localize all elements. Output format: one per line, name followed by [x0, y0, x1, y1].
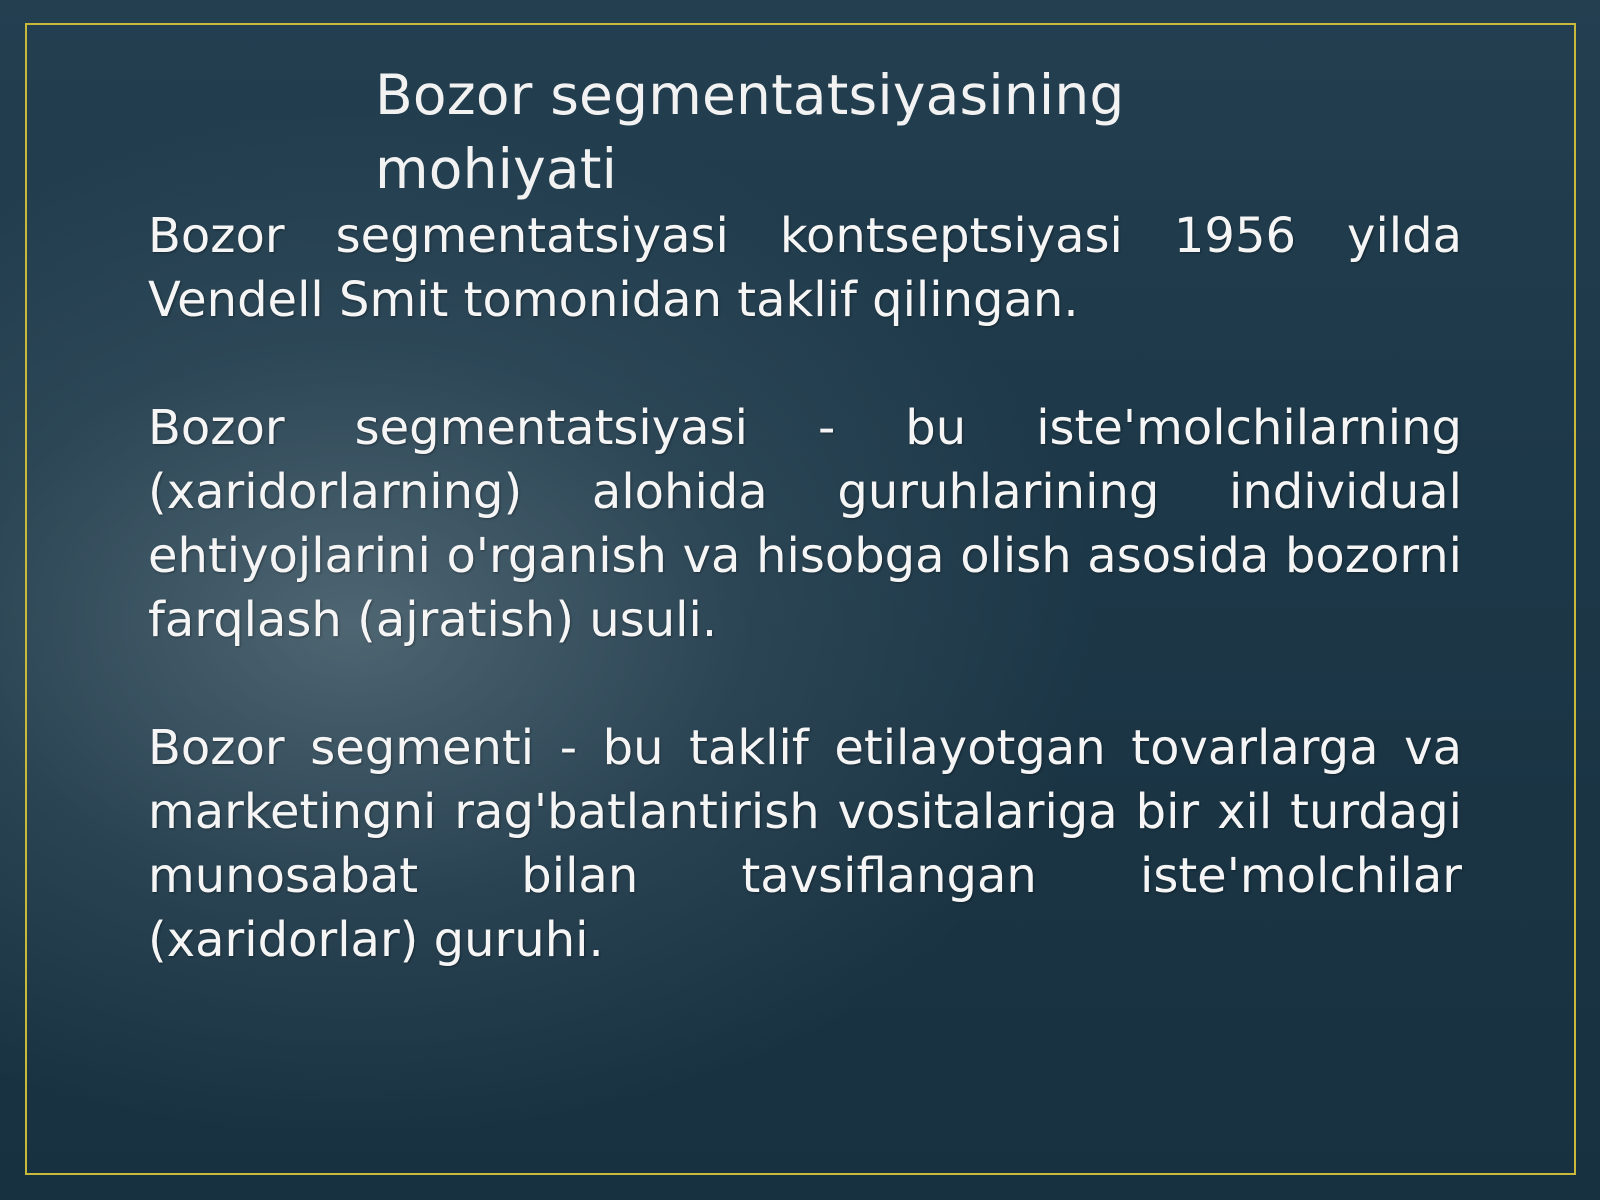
slide-title: Bozor segmentatsiyasining mohiyati	[375, 63, 1125, 201]
paragraph-segmentation-definition: Bozor segmentatsiyasi - bu iste'molchilarning (xaridorlarning) alohida guruhlarining individual ehtiyojlarini o'rganish va hisobga olish asosida bozorni farqlash (ajratish) usuli.	[148, 400, 1462, 648]
paragraph-definition-origin: Bozor segmentatsiyasi kontseptsiyasi 1956 yilda Vendell Smit tomonidan taklif qilingan.	[148, 208, 1462, 328]
paragraph-segment-definition: Bozor segmenti - bu taklif etilayotgan tovarlarga va marketingni rag'batlantirish vositalariga bir xil turdagi munosabat bilan tavsiflangan iste'molchilar (xaridorlar) guruhi.	[148, 720, 1462, 968]
slide-body	[148, 204, 1462, 972]
